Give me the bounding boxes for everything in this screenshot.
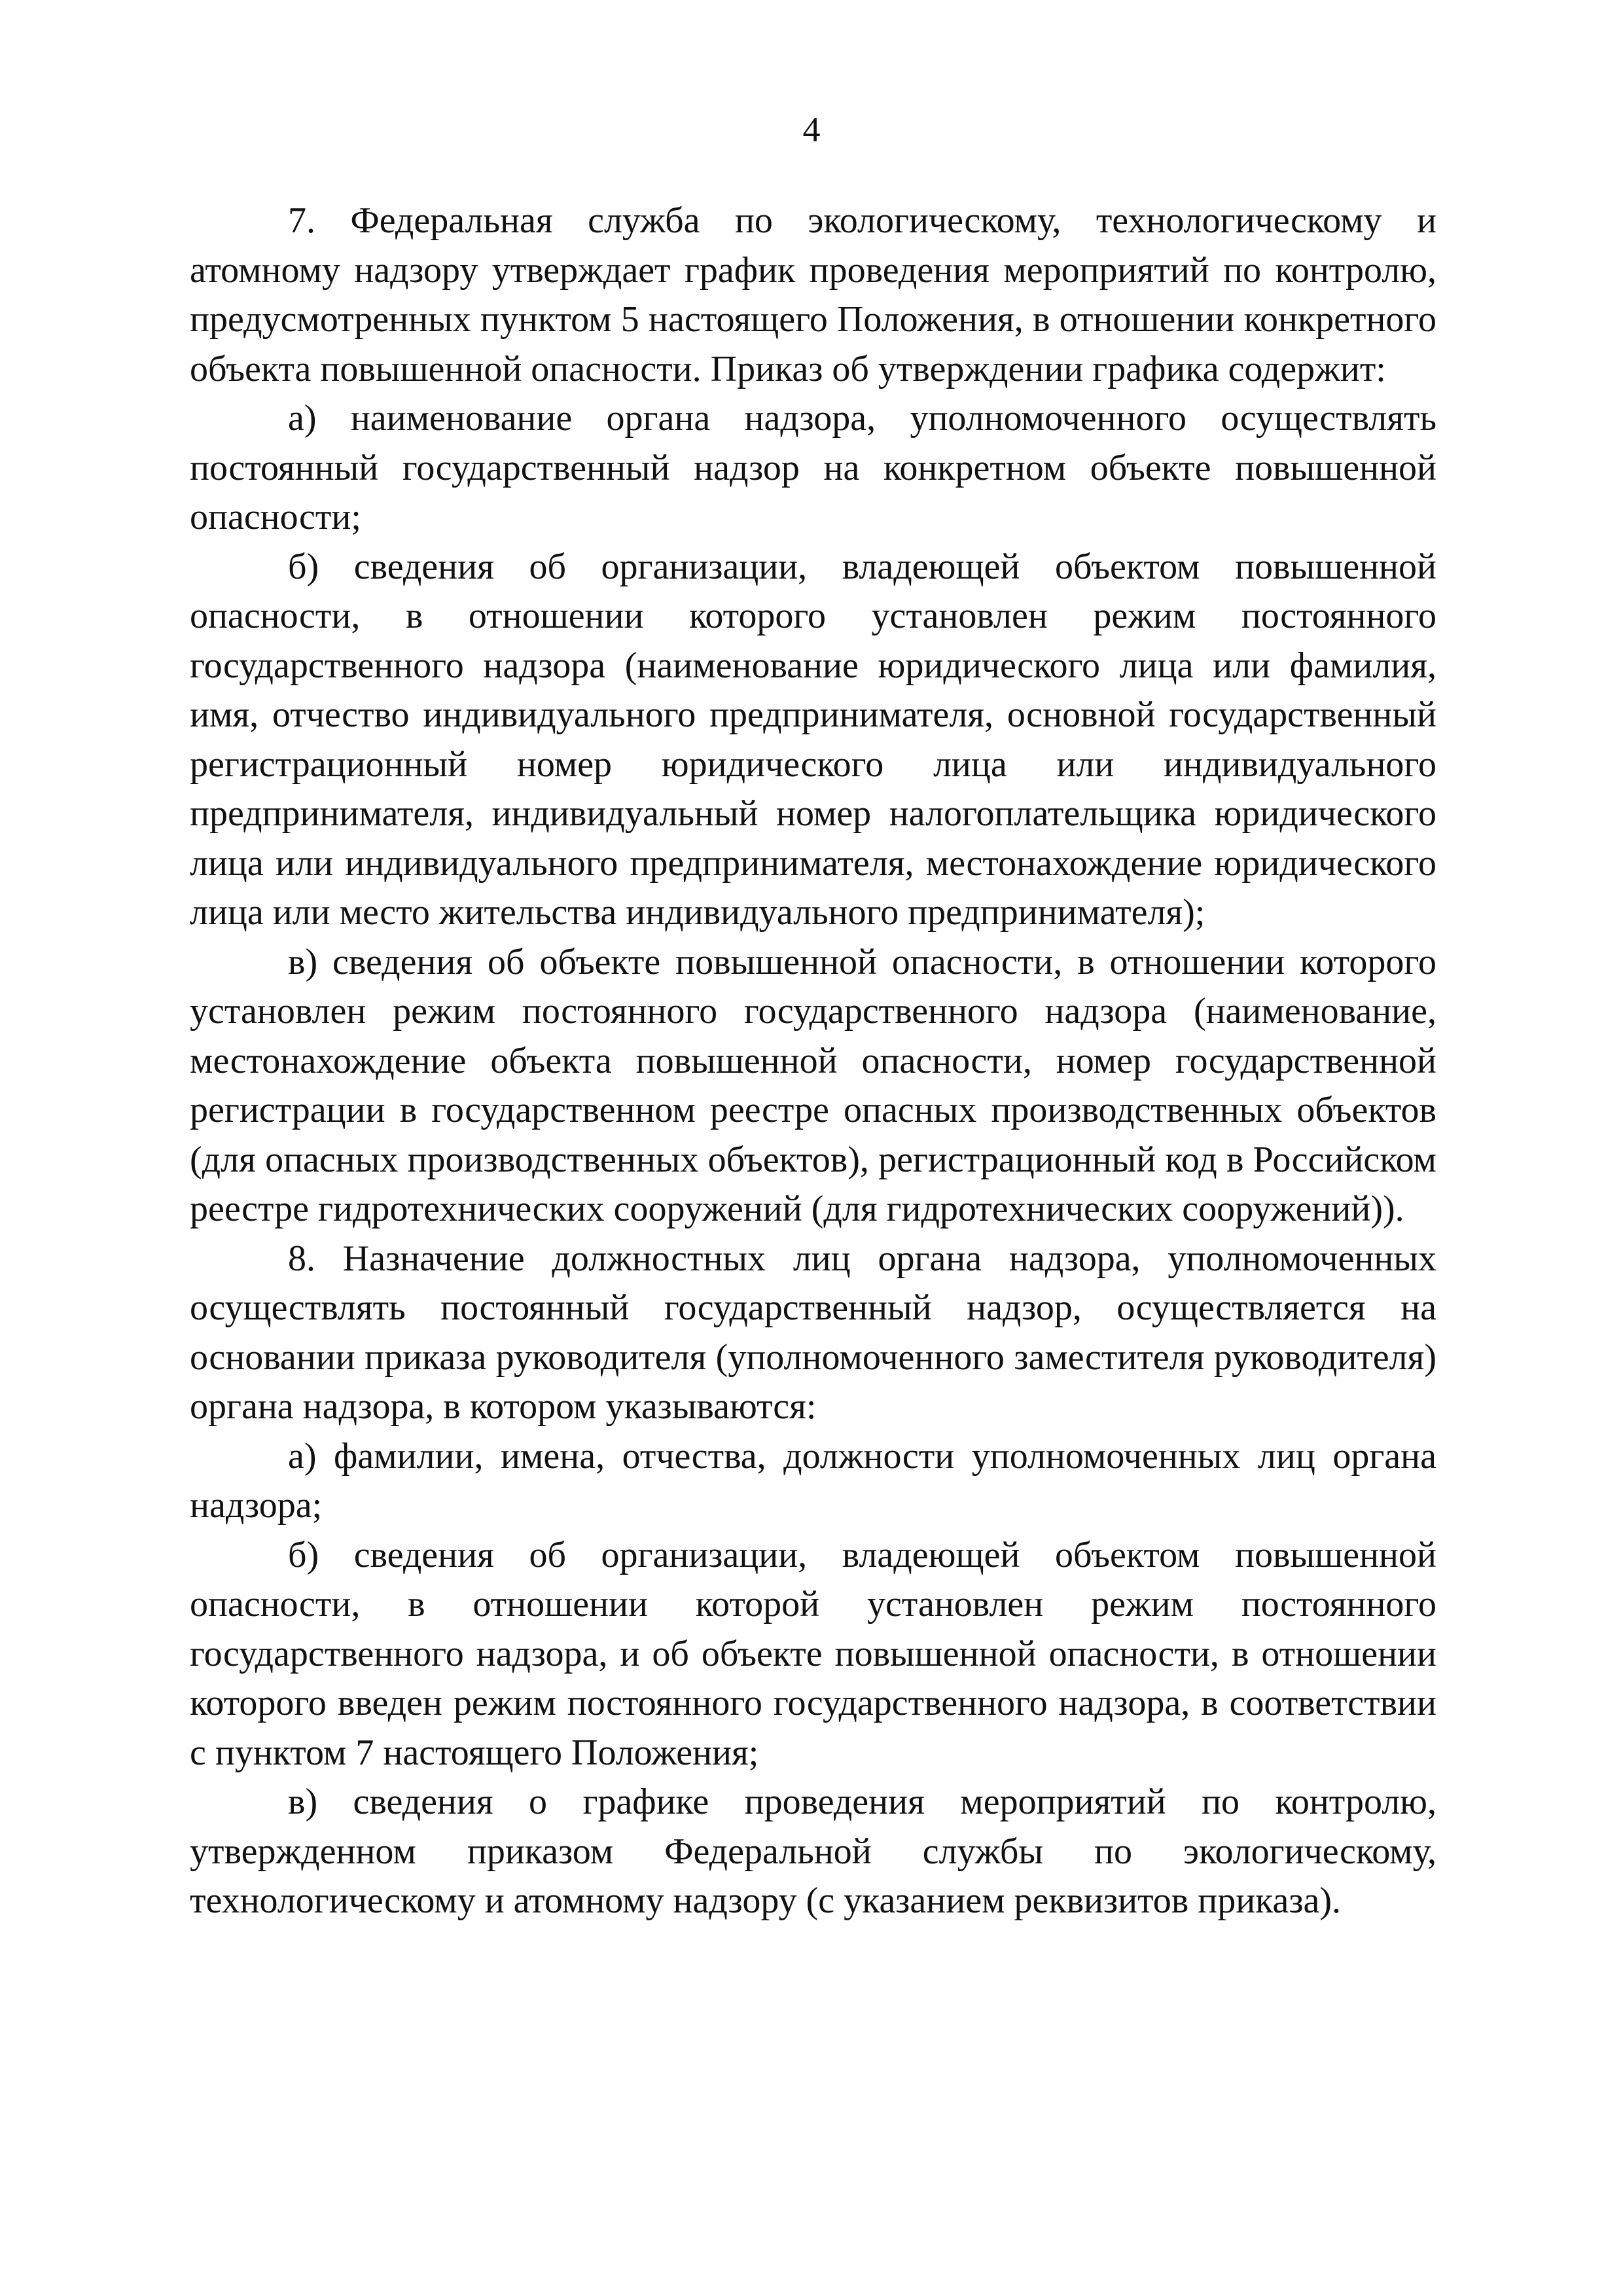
paragraph-8: 8. Назначение должностных лиц органа надзора, уполномоченных осуществлять постоянный государственный надзор, осуществляется на основании приказа руководителя (уполномоченного заместителя руководителя) органа надзора, в котором указываются: xyxy=(190,1238,1436,1427)
paragraph-8b: б) сведения об организации, владеющей объектом повышенной опасности, в отношении которой установлен режим постоянного государственного надзора, и об объекте повышенной опасности, в отношении которого введен режим постоянного государственного надзора, в соответствии с пунктом 7 настоящего Положения; xyxy=(190,1534,1436,1773)
paragraph-8v: в) сведения о графике проведения мероприятий по контролю, утвержденном приказом Федеральной службы по экологическому, технологическому и атомному надзору (с указанием реквизитов приказа). xyxy=(190,1782,1436,1921)
document-body xyxy=(190,196,1436,1926)
paragraph-7v: в) сведения об объекте повышенной опасности, в отношении которого установлен режим постоянного государственного надзора (наименование, местонахождение объекта повышенной опасности, номер государственной регистрации в государственном реестре опасных производственных объектов (для опасных производственных объектов), регистрационный код в Российском реестре гидротехнических сооружений (для гидротехнических сооружений)). xyxy=(190,941,1436,1229)
page-number: 4 xyxy=(802,110,821,149)
paragraph-7: 7. Федеральная служба по экологическому, технологическому и атомному надзору утверждает график проведения мероприятий по контролю, предусмотренных пунктом 5 настоящего Положения, в отношении конкретного объекта повышенной опасности. Приказ об утверждении графика содержит: xyxy=(190,200,1436,389)
paragraph-8a: а) фамилии, имена, отчества, должности уполномоченных лиц органа надзора; xyxy=(190,1435,1436,1526)
paragraph-7a: а) наименование органа надзора, уполномоченного осуществлять постоянный государственный надзор на конкретном объекте повышенной опасности; xyxy=(190,398,1436,537)
paragraph-7b: б) сведения об организации, владеющей объектом повышенной опасности, в отношении которого установлен режим постоянного государственного надзора (наименование юридического лица или фамилия, имя, отчество индивидуального предпринимателя, основной государственный регистрационный номер юридического лица или индивидуального предпринимателя, индивидуальный номер налогоплательщика юридического лица или индивидуального предпринимателя, местонахождение юридического лица или место жительства индивидуального предпринимателя); xyxy=(190,546,1436,933)
